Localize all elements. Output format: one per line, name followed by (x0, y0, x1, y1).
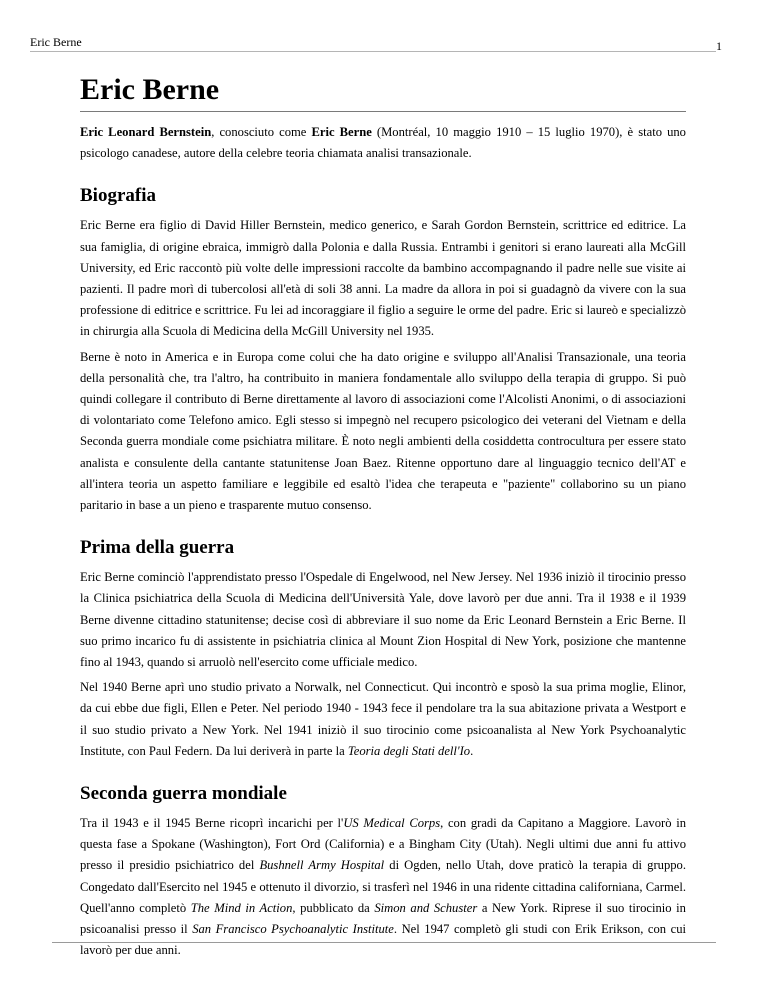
paragraph: Eric Berne era figlio di David Hiller Bernstein, medico generico, e Sarah Gordon Bernstein, scrittrice ed editrice. La sua famiglia, di origine ebraica, immigrò dalla Polonia e dalla Russia. Entrambi i genitori si erano laureati alla McGill University, ed Eric raccontò più volte delle impressioni raccolte da bambino accompagnando il padre nelle sue visite ai pazienti. Il padre morì di tubercolosi all'età di soli 38 anni. La madre da allora in poi si guadagnò da vivere con la sua professione di editrice e scrittrice. Fu lei ad incoraggiare il figlio a seguire le orme del padre. Eric si laureò e specializzò in chirurgia alla Scuola di Medicina della McGill University nel 1935. (80, 218, 686, 339)
article-body (80, 66, 686, 966)
italic-term: Teoria degli Stati dell'Io (347, 743, 471, 758)
section-heading-seconda-guerra-mondiale: Seconda guerra mondiale (80, 783, 287, 805)
paragraph-text: a New York. Riprese il suo tirocinio in psicoanalisi presso il (80, 900, 686, 937)
intro-paragraph (80, 122, 686, 164)
paragraph-text: , pubblicato da (292, 900, 375, 915)
paragraph: Berne è noto in America e in Europa come colui che ha dato origine e sviluppo all'Analisi Transazionale, una teoria della personalità che, tra l'altro, ha contribuito in maniera fondamentale allo sviluppo della terapia di gruppo. Si può quindi collegare il contributo di Berne direttamente al lavoro di associazioni come l'Alcolisti Anonimi, o di associazioni di volontariato come Telefono amico. Egli stesso si impegnò nel recupero psicologico dei veterani del Vietnam e della Seconda guerra mondiale come psichiatra militare. È noto negli ambienti della cosiddetta controcultura per essere stato analista e consulente della cantante statunitense Joan Baez. Ritenne opportuno dare al linguaggio tecnico dell'AT e all'intera teoria un aspetto familiare e leggibile ed esaltò l'idea che terapeuta e "paziente" collaborino su un piano paritario in base a un pieno e trasparente mutuo consenso. (80, 349, 686, 513)
paragraph-text: . (470, 743, 474, 758)
page-title: Eric Berne (80, 66, 686, 112)
paragraph-text: , con gradi da Capitano a Maggiore. Lavorò in questa fase a Spokane (Washington), Fort Ord (California) e a Bingham City (Utah). Negli ultimi due anni fu attivo presso il presidio psichiatrico del (80, 816, 686, 873)
subject-full-name: Eric Leonard Bernstein (80, 125, 212, 139)
section-heading-biografia: Biografia (80, 185, 156, 207)
paragraph-text: di Ogden, nello Utah, dove praticò la terapia di gruppo. Congedato dall'Esercito nel 1945 e ottenuto il divorzio, si trasferì nel 1946 in una ridente cittadina californiana, Carmel. Quell'anno completò (80, 858, 686, 915)
italic-term: Simon and Schuster (374, 900, 478, 915)
italic-term: Bushnell Army Hospital (259, 858, 385, 873)
running-header (30, 33, 722, 53)
italic-term: San Francisco Psychoanalytic Institute (192, 922, 394, 937)
footer-divider (52, 942, 716, 943)
intro-text-2: (Montréal, 10 maggio 1910 – 15 luglio 1970), è stato uno psicologo canadese, autore della celebre teoria chiamata analisi transazionale. (80, 125, 686, 161)
paragraph-text: . Nel 1947 completò gli studi con Erik Erikson, con cui lavorò per due anni. (80, 922, 686, 958)
intro-text-1: , conosciuto come (211, 125, 312, 139)
paragraph (80, 813, 686, 961)
italic-term: The Mind in Action (190, 900, 293, 915)
paragraph-text: Nel 1940 Berne aprì uno studio privato a Norwalk, nel Connecticut. Qui incontrò e sposò la sua prima moglie, Elinor, da cui ebbe due figli, Ellen e Peter. Nel periodo 1940 - 1943 fece il pendolare tra la sua abitazione privata a Westport e il suo studio privato a New York. Nel 1941 iniziò il suo tirocinio come psicoanalista al New York Psychoanalytic Institute, con Paul Federn. Da lui deriverà in parte la (80, 680, 686, 758)
paragraph-text: Tra il 1943 e il 1945 Berne ricoprì incarichi per l' (80, 816, 344, 831)
paragraph (80, 677, 686, 762)
page-number: 1 (716, 39, 722, 53)
running-title: Eric Berne (30, 35, 82, 49)
section-heading-prima-della-guerra: Prima della guerra (80, 537, 235, 559)
paragraph: Eric Berne cominciò l'apprendistato presso l'Ospedale di Engelwood, nel New Jersey. Nel 1936 iniziò il tirocinio presso la Clinica psichiatrica della Scuola di Medicina dell'Università Yale, dove lavorò per due anni. Tra il 1938 e il 1939 Berne divenne cittadino statunitense; decise così di abbreviare il suo nome da Eric Leonard Bernstein a Eric Berne. Il suo primo incarico fu di assistente in psichiatria clinica al Mount Zion Hospital di New York, posizione che mantenne fino al 1943, quando si arruolò nell'esercito come ufficiale medico. (80, 570, 686, 670)
subject-alias: Eric Berne (311, 125, 372, 139)
italic-term: US Medical Corps (343, 816, 441, 831)
